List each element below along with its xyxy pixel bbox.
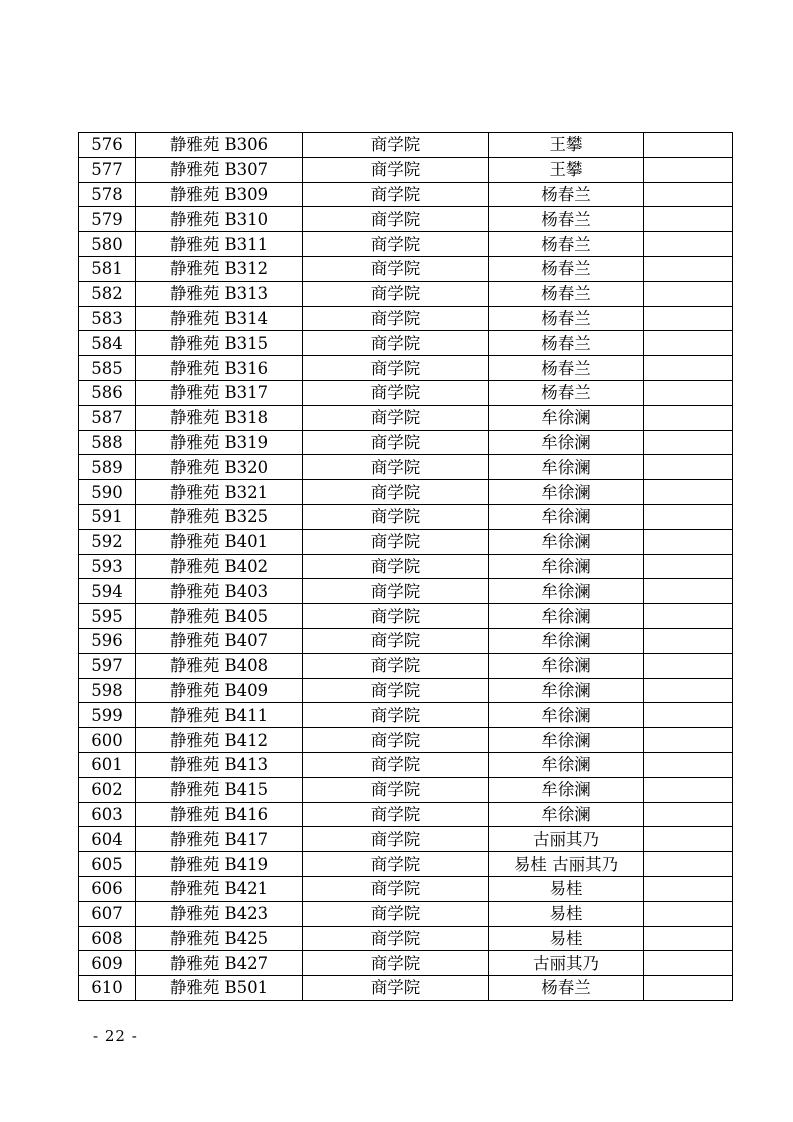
counselor-name-cell: 牟徐澜 bbox=[489, 653, 644, 678]
college-cell: 商学院 bbox=[303, 901, 489, 926]
table-row bbox=[79, 976, 733, 1001]
counselor-name-cell: 牟徐澜 bbox=[489, 529, 644, 554]
row-number-cell: 594 bbox=[79, 579, 136, 604]
counselor-name-cell: 杨春兰 bbox=[489, 380, 644, 405]
row-number-cell: 588 bbox=[79, 430, 136, 455]
note-cell bbox=[644, 628, 733, 653]
college-cell: 商学院 bbox=[303, 133, 489, 158]
room-cell: 静雅苑 B320 bbox=[136, 455, 303, 480]
table-row bbox=[79, 901, 733, 926]
room-cell: 静雅苑 B321 bbox=[136, 480, 303, 505]
college-cell: 商学院 bbox=[303, 752, 489, 777]
row-number-cell: 598 bbox=[79, 678, 136, 703]
table-row bbox=[79, 628, 733, 653]
row-number-cell: 591 bbox=[79, 504, 136, 529]
college-cell: 商学院 bbox=[303, 480, 489, 505]
room-cell: 静雅苑 B317 bbox=[136, 380, 303, 405]
note-cell bbox=[644, 281, 733, 306]
counselor-name-cell: 牟徐澜 bbox=[489, 455, 644, 480]
row-number-cell: 589 bbox=[79, 455, 136, 480]
counselor-name-cell: 牟徐澜 bbox=[489, 752, 644, 777]
college-cell: 商学院 bbox=[303, 703, 489, 728]
college-cell: 商学院 bbox=[303, 356, 489, 381]
college-cell: 商学院 bbox=[303, 281, 489, 306]
table-row bbox=[79, 529, 733, 554]
room-cell: 静雅苑 B311 bbox=[136, 232, 303, 257]
row-number-cell: 600 bbox=[79, 728, 136, 753]
room-cell: 静雅苑 B313 bbox=[136, 281, 303, 306]
room-cell: 静雅苑 B411 bbox=[136, 703, 303, 728]
table-row bbox=[79, 281, 733, 306]
table-row bbox=[79, 380, 733, 405]
table-row bbox=[79, 579, 733, 604]
room-cell: 静雅苑 B405 bbox=[136, 604, 303, 629]
room-cell: 静雅苑 B416 bbox=[136, 802, 303, 827]
counselor-name-cell: 王攀 bbox=[489, 133, 644, 158]
table-row bbox=[79, 504, 733, 529]
college-cell: 商学院 bbox=[303, 207, 489, 232]
counselor-name-cell: 古丽其乃 bbox=[489, 827, 644, 852]
table-row bbox=[79, 876, 733, 901]
note-cell bbox=[644, 703, 733, 728]
college-cell: 商学院 bbox=[303, 232, 489, 257]
table-row bbox=[79, 480, 733, 505]
college-cell: 商学院 bbox=[303, 157, 489, 182]
note-cell bbox=[644, 678, 733, 703]
row-number-cell: 599 bbox=[79, 703, 136, 728]
row-number-cell: 610 bbox=[79, 976, 136, 1001]
counselor-name-cell: 杨春兰 bbox=[489, 207, 644, 232]
table-row bbox=[79, 430, 733, 455]
note-cell bbox=[644, 133, 733, 158]
row-number-cell: 596 bbox=[79, 628, 136, 653]
room-cell: 静雅苑 B307 bbox=[136, 157, 303, 182]
counselor-name-cell: 牟徐澜 bbox=[489, 579, 644, 604]
note-cell bbox=[644, 182, 733, 207]
counselor-name-cell: 古丽其乃 bbox=[489, 951, 644, 976]
dormitory-roster-table bbox=[78, 132, 733, 1001]
note-cell bbox=[644, 976, 733, 1001]
counselor-name-cell: 杨春兰 bbox=[489, 976, 644, 1001]
counselor-name-cell: 杨春兰 bbox=[489, 182, 644, 207]
note-cell bbox=[644, 405, 733, 430]
note-cell bbox=[644, 604, 733, 629]
row-number-cell: 597 bbox=[79, 653, 136, 678]
college-cell: 商学院 bbox=[303, 604, 489, 629]
row-number-cell: 587 bbox=[79, 405, 136, 430]
note-cell bbox=[644, 926, 733, 951]
note-cell bbox=[644, 901, 733, 926]
counselor-name-cell: 牟徐澜 bbox=[489, 802, 644, 827]
room-cell: 静雅苑 B312 bbox=[136, 256, 303, 281]
row-number-cell: 584 bbox=[79, 331, 136, 356]
table-row bbox=[79, 703, 733, 728]
table-row bbox=[79, 653, 733, 678]
row-number-cell: 602 bbox=[79, 777, 136, 802]
college-cell: 商学院 bbox=[303, 852, 489, 877]
row-number-cell: 581 bbox=[79, 256, 136, 281]
note-cell bbox=[644, 752, 733, 777]
note-cell bbox=[644, 827, 733, 852]
counselor-name-cell: 牟徐澜 bbox=[489, 777, 644, 802]
room-cell: 静雅苑 B412 bbox=[136, 728, 303, 753]
college-cell: 商学院 bbox=[303, 504, 489, 529]
college-cell: 商学院 bbox=[303, 405, 489, 430]
row-number-cell: 592 bbox=[79, 529, 136, 554]
table-row bbox=[79, 232, 733, 257]
room-cell: 静雅苑 B419 bbox=[136, 852, 303, 877]
college-cell: 商学院 bbox=[303, 628, 489, 653]
college-cell: 商学院 bbox=[303, 876, 489, 901]
row-number-cell: 609 bbox=[79, 951, 136, 976]
table-row bbox=[79, 852, 733, 877]
room-cell: 静雅苑 B413 bbox=[136, 752, 303, 777]
table-row bbox=[79, 356, 733, 381]
room-cell: 静雅苑 B408 bbox=[136, 653, 303, 678]
college-cell: 商学院 bbox=[303, 380, 489, 405]
college-cell: 商学院 bbox=[303, 653, 489, 678]
note-cell bbox=[644, 876, 733, 901]
counselor-name-cell: 杨春兰 bbox=[489, 356, 644, 381]
room-cell: 静雅苑 B421 bbox=[136, 876, 303, 901]
counselor-name-cell: 杨春兰 bbox=[489, 331, 644, 356]
note-cell bbox=[644, 232, 733, 257]
college-cell: 商学院 bbox=[303, 331, 489, 356]
table-row bbox=[79, 604, 733, 629]
counselor-name-cell: 杨春兰 bbox=[489, 306, 644, 331]
note-cell bbox=[644, 653, 733, 678]
table-row bbox=[79, 207, 733, 232]
college-cell: 商学院 bbox=[303, 182, 489, 207]
row-number-cell: 586 bbox=[79, 380, 136, 405]
row-number-cell: 580 bbox=[79, 232, 136, 257]
college-cell: 商学院 bbox=[303, 777, 489, 802]
table-row bbox=[79, 802, 733, 827]
counselor-name-cell: 牟徐澜 bbox=[489, 554, 644, 579]
room-cell: 静雅苑 B402 bbox=[136, 554, 303, 579]
row-number-cell: 593 bbox=[79, 554, 136, 579]
note-cell bbox=[644, 504, 733, 529]
row-number-cell: 605 bbox=[79, 852, 136, 877]
college-cell: 商学院 bbox=[303, 976, 489, 1001]
college-cell: 商学院 bbox=[303, 256, 489, 281]
note-cell bbox=[644, 728, 733, 753]
room-cell: 静雅苑 B318 bbox=[136, 405, 303, 430]
roster-table-container bbox=[78, 132, 732, 1001]
row-number-cell: 603 bbox=[79, 802, 136, 827]
note-cell bbox=[644, 430, 733, 455]
row-number-cell: 576 bbox=[79, 133, 136, 158]
counselor-name-cell: 牟徐澜 bbox=[489, 504, 644, 529]
row-number-cell: 607 bbox=[79, 901, 136, 926]
college-cell: 商学院 bbox=[303, 455, 489, 480]
table-row bbox=[79, 405, 733, 430]
table-row bbox=[79, 157, 733, 182]
row-number-cell: 595 bbox=[79, 604, 136, 629]
note-cell bbox=[644, 554, 733, 579]
room-cell: 静雅苑 B409 bbox=[136, 678, 303, 703]
counselor-name-cell: 王攀 bbox=[489, 157, 644, 182]
college-cell: 商学院 bbox=[303, 678, 489, 703]
table-row bbox=[79, 926, 733, 951]
roster-table-body bbox=[79, 133, 733, 1001]
college-cell: 商学院 bbox=[303, 728, 489, 753]
note-cell bbox=[644, 306, 733, 331]
page-number: - 22 - bbox=[93, 1027, 138, 1045]
counselor-name-cell: 易桂 bbox=[489, 926, 644, 951]
table-row bbox=[79, 331, 733, 356]
row-number-cell: 604 bbox=[79, 827, 136, 852]
row-number-cell: 585 bbox=[79, 356, 136, 381]
row-number-cell: 606 bbox=[79, 876, 136, 901]
note-cell bbox=[644, 852, 733, 877]
room-cell: 静雅苑 B325 bbox=[136, 504, 303, 529]
room-cell: 静雅苑 B403 bbox=[136, 579, 303, 604]
room-cell: 静雅苑 B423 bbox=[136, 901, 303, 926]
table-row bbox=[79, 182, 733, 207]
room-cell: 静雅苑 B306 bbox=[136, 133, 303, 158]
table-row bbox=[79, 306, 733, 331]
row-number-cell: 601 bbox=[79, 752, 136, 777]
room-cell: 静雅苑 B427 bbox=[136, 951, 303, 976]
counselor-name-cell: 牟徐澜 bbox=[489, 628, 644, 653]
table-row bbox=[79, 678, 733, 703]
row-number-cell: 578 bbox=[79, 182, 136, 207]
college-cell: 商学院 bbox=[303, 529, 489, 554]
counselor-name-cell: 杨春兰 bbox=[489, 281, 644, 306]
table-row bbox=[79, 455, 733, 480]
note-cell bbox=[644, 777, 733, 802]
table-row bbox=[79, 827, 733, 852]
table-row bbox=[79, 777, 733, 802]
table-row bbox=[79, 728, 733, 753]
counselor-name-cell: 易桂 bbox=[489, 901, 644, 926]
row-number-cell: 579 bbox=[79, 207, 136, 232]
table-row bbox=[79, 554, 733, 579]
college-cell: 商学院 bbox=[303, 951, 489, 976]
room-cell: 静雅苑 B417 bbox=[136, 827, 303, 852]
note-cell bbox=[644, 356, 733, 381]
counselor-name-cell: 易桂 古丽其乃 bbox=[489, 852, 644, 877]
note-cell bbox=[644, 480, 733, 505]
table-row bbox=[79, 133, 733, 158]
note-cell bbox=[644, 579, 733, 604]
counselor-name-cell: 杨春兰 bbox=[489, 256, 644, 281]
room-cell: 静雅苑 B401 bbox=[136, 529, 303, 554]
college-cell: 商学院 bbox=[303, 430, 489, 455]
note-cell bbox=[644, 331, 733, 356]
college-cell: 商学院 bbox=[303, 554, 489, 579]
counselor-name-cell: 牟徐澜 bbox=[489, 678, 644, 703]
room-cell: 静雅苑 B425 bbox=[136, 926, 303, 951]
note-cell bbox=[644, 380, 733, 405]
college-cell: 商学院 bbox=[303, 579, 489, 604]
counselor-name-cell: 牟徐澜 bbox=[489, 430, 644, 455]
note-cell bbox=[644, 951, 733, 976]
room-cell: 静雅苑 B415 bbox=[136, 777, 303, 802]
college-cell: 商学院 bbox=[303, 306, 489, 331]
counselor-name-cell: 易桂 bbox=[489, 876, 644, 901]
note-cell bbox=[644, 207, 733, 232]
row-number-cell: 608 bbox=[79, 926, 136, 951]
table-row bbox=[79, 752, 733, 777]
room-cell: 静雅苑 B314 bbox=[136, 306, 303, 331]
room-cell: 静雅苑 B316 bbox=[136, 356, 303, 381]
room-cell: 静雅苑 B309 bbox=[136, 182, 303, 207]
counselor-name-cell: 牟徐澜 bbox=[489, 728, 644, 753]
row-number-cell: 590 bbox=[79, 480, 136, 505]
note-cell bbox=[644, 157, 733, 182]
row-number-cell: 577 bbox=[79, 157, 136, 182]
note-cell bbox=[644, 455, 733, 480]
row-number-cell: 582 bbox=[79, 281, 136, 306]
college-cell: 商学院 bbox=[303, 827, 489, 852]
room-cell: 静雅苑 B319 bbox=[136, 430, 303, 455]
table-row bbox=[79, 951, 733, 976]
room-cell: 静雅苑 B501 bbox=[136, 976, 303, 1001]
room-cell: 静雅苑 B407 bbox=[136, 628, 303, 653]
note-cell bbox=[644, 529, 733, 554]
counselor-name-cell: 牟徐澜 bbox=[489, 480, 644, 505]
college-cell: 商学院 bbox=[303, 802, 489, 827]
counselor-name-cell: 牟徐澜 bbox=[489, 703, 644, 728]
room-cell: 静雅苑 B310 bbox=[136, 207, 303, 232]
college-cell: 商学院 bbox=[303, 926, 489, 951]
counselor-name-cell: 牟徐澜 bbox=[489, 604, 644, 629]
room-cell: 静雅苑 B315 bbox=[136, 331, 303, 356]
note-cell bbox=[644, 802, 733, 827]
counselor-name-cell: 杨春兰 bbox=[489, 232, 644, 257]
counselor-name-cell: 牟徐澜 bbox=[489, 405, 644, 430]
table-row bbox=[79, 256, 733, 281]
note-cell bbox=[644, 256, 733, 281]
row-number-cell: 583 bbox=[79, 306, 136, 331]
